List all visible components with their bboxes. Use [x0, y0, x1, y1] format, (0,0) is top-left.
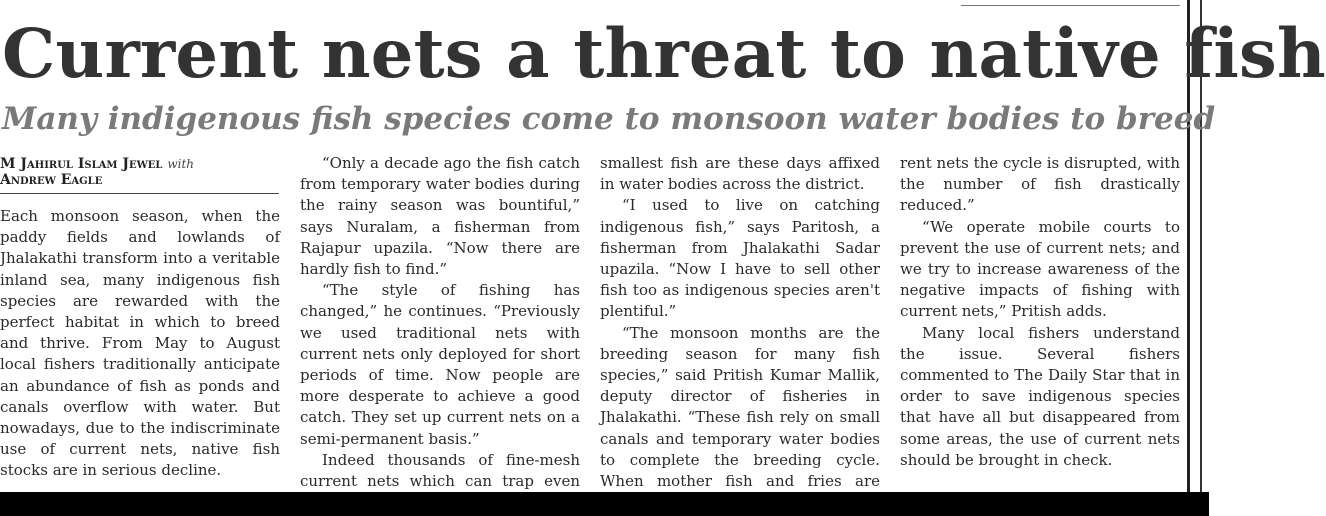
- paragraph: “Only a decade ago the fish catch from temporary water bodies during the rainy season was bountiful,” says Nuralam, a fisherman from Rajapur upazila. “Now there are hardly fish to find.”: [300, 154, 580, 279]
- paragraph: rent nets the cycle is disrupted, with the number of fish drastically reduced.”: [900, 154, 1180, 215]
- paragraph: Many local fishers understand the issue. Several fishers commented to The Daily Star that in order to save indigenous species that have all but disappeared from some areas, the use of current nets should be brought in check.: [900, 323, 1180, 469]
- paragraph: Each monsoon season, when the paddy fields and lowlands of Jhalakathi transform into a veritable inland sea, many indigenous fish species are rewarded with the perfect habitat in which to breed and thrive. From May to August local fishers traditionally anticipate an abundance of fish as ponds and canals overflow with water. But nowadays, due to the indiscriminate use of current nets, native fish stocks are in serious decline.: [0, 207, 280, 480]
- top-divider-rule: [961, 5, 1180, 6]
- paragraph: Indeed thousands of fine-mesh current nets which can trap even: [300, 450, 580, 491]
- article-subheadline: Many indigenous fish species come to monsoon water bodies to breed: [2, 101, 1216, 137]
- paragraph: “The monsoon months are the breeding season for many fish species,” said Pritish Kumar Mallik, deputy director of fisheries in Jhalakathi. “These fish rely on small canals and temporary water bodies to complete the breeding cycle. When mother fish and fries are: [600, 323, 880, 491]
- paragraph: “I used to live on catching indigenous fish,” says Paritosh, a fisherman from Jhalakathi Sadar upazila. “Now I have to sell other fish too as indigenous species aren't plentiful.”: [600, 196, 880, 321]
- article-column-1: [0, 206, 280, 492]
- paragraph: smallest fish are these days affixed in water bodies across the district.: [600, 154, 880, 194]
- byline-author-2: Andrew Eagle: [0, 172, 103, 188]
- byline: [0, 156, 279, 194]
- paragraph: “We operate mobile courts to prevent the use of current nets; and we try to increase awareness of the negative impacts of fishing with current nets,” Pritish adds.: [900, 217, 1180, 321]
- article-column-2: [300, 153, 580, 492]
- article-column-4: [900, 153, 1180, 492]
- paragraph: “The style of fishing has changed,” he continues. “Previously we used traditional nets with current nets only deployed for short periods of time. Now people are more desperate to achieve a good catch. They set up current nets on a semi-permanent basis.”: [300, 281, 580, 448]
- article-headline: Current nets a threat to native fish: [2, 14, 1326, 93]
- byline-author-1: M Jahirul Islam Jewel: [0, 156, 163, 172]
- bottom-black-band: [0, 492, 1209, 516]
- byline-text: [0, 156, 279, 188]
- byline-with: with: [167, 157, 194, 171]
- byline-rule: [0, 193, 279, 194]
- article-column-3: [600, 153, 880, 492]
